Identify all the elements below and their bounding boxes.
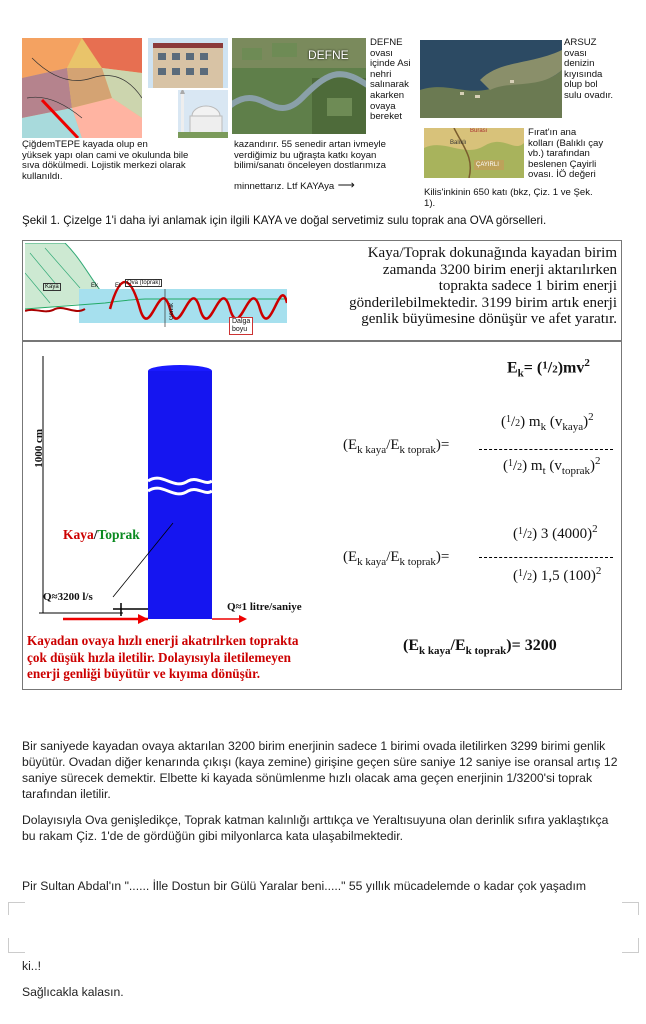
ratio-equation-symbolic: $(E_{k kaya}/E_{k toprak})=$ ($^1$/2) $m_k$ $(v_{kaya})^2$ ($^1$/2) $m_t$ $(v_{toprak})^2$: [343, 411, 613, 491]
diagram-label-genlik: Genlik: [169, 303, 175, 321]
figure-3-red-text: Kayadan ovaya hızlı enerji akatrılrken toprakta çok düşük hızla iletilir. Dolayısıyla iletilemeyen enerji genliği büyütür ve kıyıma dönüşür.: [27, 633, 299, 681]
kaya-toprak-label: Kaya/Toprak: [63, 527, 140, 542]
kaya-label: Kaya: [63, 527, 94, 542]
map-label-balikli: Balıklı: [450, 140, 467, 146]
figure-3: [22, 340, 622, 690]
q-left-label: Q≈3200 l/s: [43, 591, 93, 603]
mosque-image: [178, 90, 228, 138]
page-corner-mark: [622, 938, 639, 953]
paragraph-3: Pir Sultan Abdal'ın "...... İlle Dostun bir Gülü Yaralar beni....." 55 yıllık mücadelemde o kadar çok yaşadım: [22, 879, 586, 893]
diagram-label-ek: Ek: [91, 283, 99, 289]
school-building-image: [148, 38, 228, 88]
map-label-burasi: Burası: [470, 128, 488, 134]
page-corner-mark: [8, 938, 25, 953]
height-label: 1000 cm: [33, 429, 45, 468]
cayirli-map-image: [424, 128, 524, 178]
kinetic-energy-equation: $E_k= (^1/2)mv^2$: [507, 357, 590, 380]
defne-text: DEFNE ovası içinde Asi nehri salınarak akarken ovaya bereket: [370, 37, 411, 123]
kilis-text: Kilis'inkinin 650 katı (bkz, Çiz. 1 ve Şek. 1).: [424, 187, 593, 209]
footer-closing: Sağlıcakla kalasın.: [22, 985, 124, 999]
footer-ki: ki..!: [22, 959, 41, 973]
arsuz-text: ARSUZ ovası denizin kıyısında olup bol sulu ovadır.: [564, 37, 614, 101]
defne-aerial-image: [232, 38, 366, 134]
arsuz-aerial-image: [420, 40, 562, 118]
page-corner-mark: [622, 902, 639, 915]
toprak-label: Toprak: [97, 527, 140, 542]
diagram-label-kaya: Kaya: [45, 284, 59, 290]
page-corner-mark: [8, 902, 25, 915]
geology-map-image: [22, 38, 142, 138]
figure-1: [22, 38, 622, 214]
defne-map-label: DEFNE: [308, 48, 349, 62]
figure-1-caption: Şekil 1. Çizelge 1'i daha iyi anlamak için ilgili KAYA ve doğal servetimiz sulu toprak ana OVA görselleri.: [22, 214, 547, 227]
paragraph-2: Dolayısıyla Ova genişledikçe, Toprak katman kalınlığı arttıkça ve Yeraltısuyuna olan derinlik sıfıra yaklaştıkça bu rakam Çiz. 1'de de gördüğün gibi milyonlarca kata ulaşabilmektedir.: [22, 813, 609, 843]
diagram-label-dalga-boyu: Dalga boyu: [229, 317, 253, 335]
diagram-label-ova-toprak: Ova (toprak): [127, 280, 161, 286]
cigdemtepe-text: ÇiğdemTEPE kayada olup en yüksek yapı olan cami ve okulunda bile sıva dökülmedi. Lojistik merkezi olarak kullanıldı.: [22, 139, 189, 182]
map-label-cayirli: ÇAYIRLI: [476, 162, 499, 168]
pipe-diagram: [23, 341, 323, 631]
figure-2-text: Kaya/Toprak dokunağında kayadan birim zamanda 3200 birim enerji aktarılırken toprakta sadece 1 birim enerji gönderilebilmektedir. 3199 birim artık enerji genlik büyümesine dönüşür ve afet yaratır.: [349, 245, 617, 328]
ratio-equation-numeric: $(E_{k kaya}/E_{k toprak})=$ ($^1$/2) 3 $(4000)^2$ ($^1$/2) 1,5 $(100)^2$: [343, 523, 613, 603]
firat-text: Fırat'ın ana kolları (Balıklı çay vb.) tarafından beslenen Çayirli ovası. İÖ değeri: [528, 127, 604, 181]
defne-continued-text: kazandırır. 55 senedir artan ivmeyle verdiğimiz bu uğraşta katkı koyan bilimi/sanatı önceleyen dostlarımıza minnettarız. Ltf KAYAya ⟶: [234, 139, 386, 192]
ratio-result: $(E_{k kaya}/E_{k toprak})= 3200$: [403, 637, 557, 658]
paragraph-1: Bir saniyede kayadan ovaya aktarılan 3200 birim enerjinin sadece 1 birimi ovada iletilirken 3299 birimi genlik büyütür. Ovadan diğer kenarında çıkışı (kaya zemine) girişine geçen süre saniye 12 saniye ise oransal artış 12 saniye sürecek demektir. Elbette ki kayada sönümlenme hızlı olacak ama geçen enerjinin 1/3200'si toprak tarafından iletilir.: [22, 739, 618, 801]
right-arrow-icon: ⟶: [334, 177, 355, 192]
figure-2: [22, 240, 622, 342]
diagram-label-et: Et: [115, 283, 121, 289]
q-right-label: Q≈1 litre/saniye: [227, 601, 302, 613]
